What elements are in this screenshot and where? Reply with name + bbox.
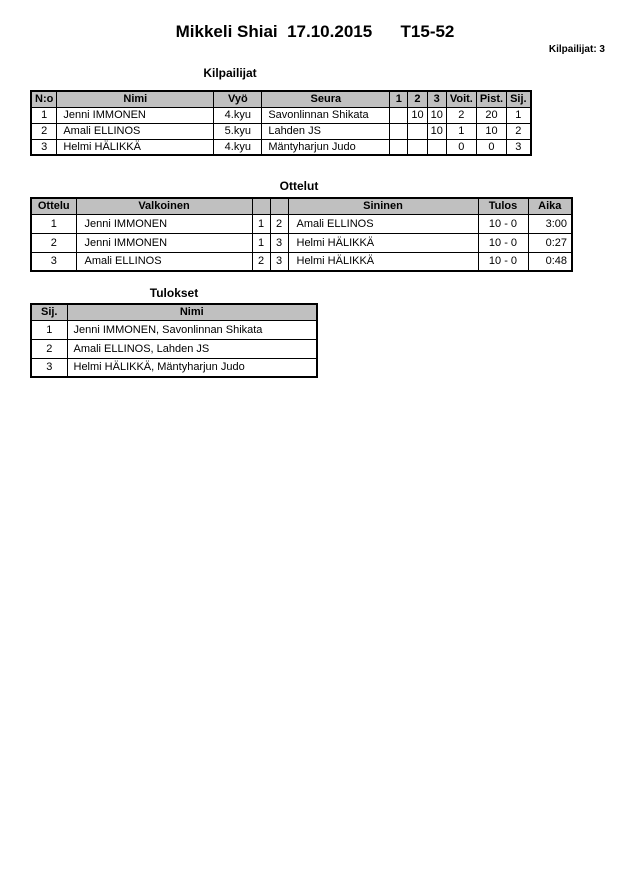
competitor-belt-cell: 4.kyu xyxy=(214,107,262,123)
results-header-row xyxy=(31,304,317,320)
result-row xyxy=(31,339,317,358)
match-row xyxy=(31,233,572,252)
competitors-section-title: Kilpailijat xyxy=(203,66,257,80)
white-number-cell: 1 xyxy=(252,214,270,233)
competitor-number-cell: 3 xyxy=(31,139,57,155)
blue-number-cell: 3 xyxy=(270,233,288,252)
result-cell: 10 - 0 xyxy=(478,233,528,252)
competitor-name-cell: Jenni IMMONEN xyxy=(57,107,214,123)
matches-header-row xyxy=(31,198,572,214)
match-number-cell: 3 xyxy=(31,252,76,271)
placement-cell: 2 xyxy=(31,339,67,358)
column-header-sij: Sij. xyxy=(507,91,531,107)
column-header-round3: 3 xyxy=(427,91,446,107)
column-header-no: N:o xyxy=(31,91,57,107)
score-cell xyxy=(408,123,427,139)
blue-competitor-cell: Amali ELLINOS xyxy=(288,214,478,233)
score-cell: 10 xyxy=(408,107,427,123)
score-cell xyxy=(427,139,446,155)
result-row xyxy=(31,320,317,339)
competitor-name-cell: Amali ELLINOS xyxy=(57,123,214,139)
white-number-cell: 1 xyxy=(252,233,270,252)
column-header-pist: Pist. xyxy=(476,91,506,107)
blue-competitor-cell: Helmi HÄLIKKÄ xyxy=(288,233,478,252)
score-cell: 10 xyxy=(427,107,446,123)
competitors-table xyxy=(30,90,532,156)
wins-cell: 1 xyxy=(446,123,476,139)
wins-cell: 0 xyxy=(446,139,476,155)
result-cell: 10 - 0 xyxy=(478,252,528,271)
column-header-round1: 1 xyxy=(390,91,408,107)
blue-number-cell: 3 xyxy=(270,252,288,271)
results-section-title: Tulokset xyxy=(149,286,199,300)
points-cell: 20 xyxy=(476,107,506,123)
score-cell xyxy=(408,139,427,155)
competitor-count: Kilpailijat: 3 xyxy=(548,44,605,55)
result-name-cell: Jenni IMMONEN, Savonlinnan Shikata xyxy=(67,320,317,339)
score-cell xyxy=(390,139,408,155)
competitor-name-cell: Helmi HÄLIKKÄ xyxy=(57,139,214,155)
match-number-cell: 1 xyxy=(31,214,76,233)
results-table xyxy=(30,303,318,378)
points-cell: 10 xyxy=(476,123,506,139)
column-header-valkoinen: Valkoinen xyxy=(76,198,252,214)
competitor-row xyxy=(31,139,531,155)
competitor-row xyxy=(31,107,531,123)
column-header-sininen: Sininen xyxy=(288,198,478,214)
time-cell: 3:00 xyxy=(528,214,572,233)
page-title: Mikkeli Shiai 17.10.2015 T15-52 xyxy=(175,22,455,41)
competitor-belt-cell: 4.kyu xyxy=(214,139,262,155)
blue-number-cell: 2 xyxy=(270,214,288,233)
placement-cell: 1 xyxy=(31,320,67,339)
match-row xyxy=(31,214,572,233)
column-header-nimi: Nimi xyxy=(57,91,214,107)
column-header-seura: Seura xyxy=(262,91,390,107)
matches-section-title: Ottelut xyxy=(279,179,319,193)
placement-cell: 3 xyxy=(31,358,67,377)
competitor-club-cell: Mäntyharjun Judo xyxy=(262,139,390,155)
placement-cell: 2 xyxy=(507,123,531,139)
white-number-cell: 2 xyxy=(252,252,270,271)
competitor-number-cell: 1 xyxy=(31,107,57,123)
competitor-number-cell: 2 xyxy=(31,123,57,139)
column-header-round2: 2 xyxy=(408,91,427,107)
result-row xyxy=(31,358,317,377)
match-row xyxy=(31,252,572,271)
competitor-belt-cell: 5.kyu xyxy=(214,123,262,139)
result-name-cell: Amali ELLINOS, Lahden JS xyxy=(67,339,317,358)
match-number-cell: 2 xyxy=(31,233,76,252)
time-cell: 0:27 xyxy=(528,233,572,252)
score-cell xyxy=(390,107,408,123)
column-header-white-number xyxy=(252,198,270,214)
competitor-row xyxy=(31,123,531,139)
placement-cell: 3 xyxy=(507,139,531,155)
matches-table xyxy=(30,197,573,272)
column-header-blue-number xyxy=(270,198,288,214)
score-cell: 10 xyxy=(427,123,446,139)
column-header-tulos: Tulos xyxy=(478,198,528,214)
score-cell xyxy=(390,123,408,139)
white-competitor-cell: Jenni IMMONEN xyxy=(76,233,252,252)
wins-cell: 2 xyxy=(446,107,476,123)
white-competitor-cell: Amali ELLINOS xyxy=(76,252,252,271)
time-cell: 0:48 xyxy=(528,252,572,271)
column-header-sij: Sij. xyxy=(31,304,67,320)
placement-cell: 1 xyxy=(507,107,531,123)
competitor-club-cell: Lahden JS xyxy=(262,123,390,139)
column-header-nimi: Nimi xyxy=(67,304,317,320)
column-header-aika: Aika xyxy=(528,198,572,214)
points-cell: 0 xyxy=(476,139,506,155)
competitor-club-cell: Savonlinnan Shikata xyxy=(262,107,390,123)
white-competitor-cell: Jenni IMMONEN xyxy=(76,214,252,233)
column-header-ottelu: Ottelu xyxy=(31,198,76,214)
column-header-voit: Voit. xyxy=(446,91,476,107)
result-name-cell: Helmi HÄLIKKÄ, Mäntyharjun Judo xyxy=(67,358,317,377)
column-header-vyo: Vyö xyxy=(214,91,262,107)
competitors-header-row xyxy=(31,91,531,107)
result-cell: 10 - 0 xyxy=(478,214,528,233)
blue-competitor-cell: Helmi HÄLIKKÄ xyxy=(288,252,478,271)
